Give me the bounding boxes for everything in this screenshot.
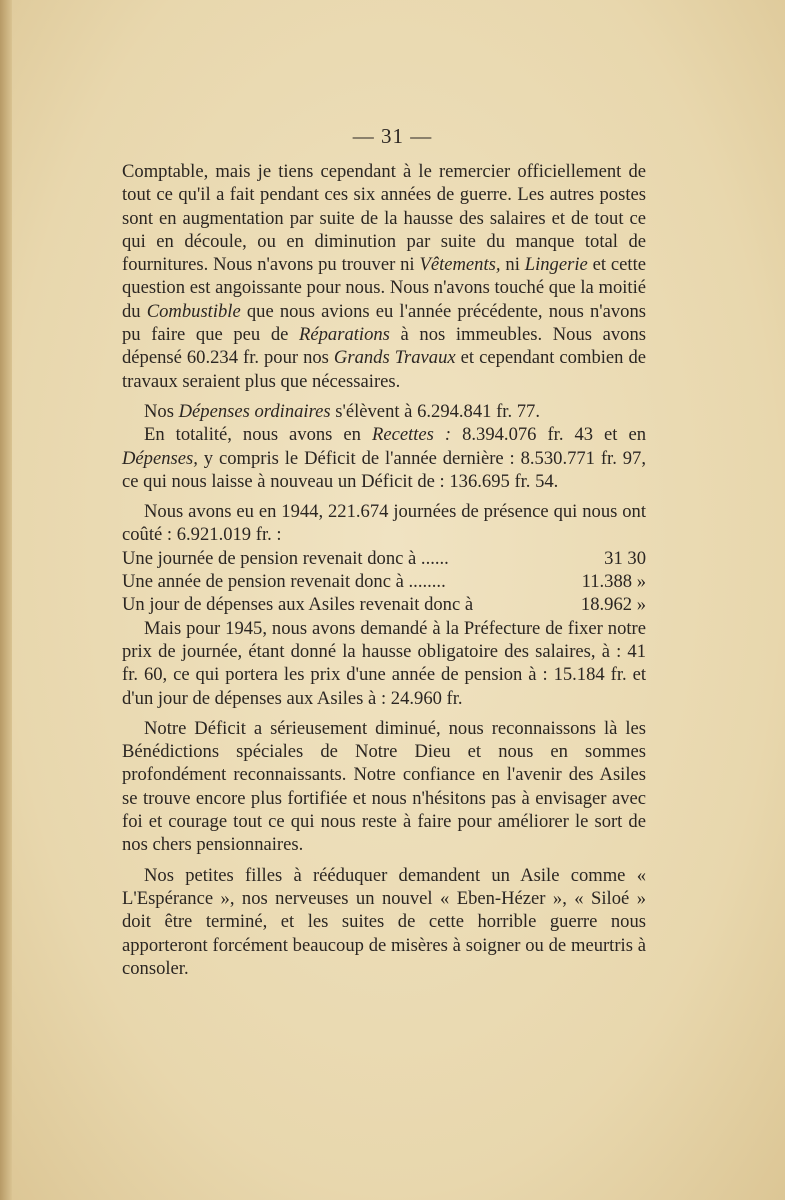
italic-term: Dépenses,	[122, 447, 198, 469]
cost-row-label: Une journée de pension revenait donc à ......	[122, 547, 449, 569]
paragraph-7: Nos petites filles à rééduquer demandent un Asile comme « L'Espérance », nos nerveuses un nouvel « Eben-Hézer », « Siloé » doit être terminé, et les suites de cette horrible guerre nous apporteront forcément beaucoup de misères à soigner ou de meurtris à consoler.	[122, 864, 646, 979]
cost-row-asiles	[122, 593, 646, 616]
cost-row-amount: 31 30	[604, 547, 646, 569]
cost-row-amount: 18.962 »	[580, 594, 646, 616]
italic-term: Grands Travaux	[333, 347, 456, 369]
paragraph-2	[122, 400, 646, 423]
page-edge	[0, 0, 12, 1200]
italic-term: Recettes :	[371, 424, 452, 446]
text-run: En totalité, nous avons en	[144, 424, 372, 446]
text-run: et cependant combien de travaux seraient plus que nécessaires.	[122, 347, 646, 392]
paragraph-5: Mais pour 1945, nous avons demandé à la Préfecture de fixer notre prix de journée, étant donné la hausse obligatoire des salaires, à : 41 fr. 60, ce qui portera les prix d'une année de pension à : 15.184 fr. et d'un jour de dépenses aux Asiles à : 24.960 fr.	[122, 617, 646, 709]
cost-row-year	[122, 570, 646, 593]
cost-row-label: Une année de pension revenait donc à ........	[122, 571, 446, 593]
page-number: — 31 —	[352, 124, 433, 148]
text-run: que nous avions eu l'année précédente, nous n'avons pu faire que peu de	[122, 300, 646, 346]
paragraph-4: Nous avons eu en 1944, 221.674 journées de présence qui nous ont coûté : 6.921.019 fr. :	[122, 501, 646, 546]
italic-term: Réparations	[299, 324, 390, 346]
italic-term: Vêtements,	[419, 254, 501, 276]
paragraph-3	[122, 423, 646, 493]
text-run: Comptable, mais je tiens cependant à le remercier officiellement de tout ce qu'il a fait pendant ces six années de guerre. Les autres postes sont en augmentation par suite de la hausse des salaires et de tout ce qui en découle, ou en diminution par suite du manque total de fournitures. Nous n'avons pu trouver ni	[122, 161, 646, 276]
text-run: y compris le Déficit de l'année dernière : 8.530.771 fr. 97, ce qui nous laisse à nouveau un Déficit de : 136.695 fr. 54.	[122, 447, 646, 492]
cost-row-amount: 11.388 »	[581, 571, 646, 593]
text-run: et cette question est angoissante pour nous. Nous n'avons touché que la moitié du	[122, 254, 646, 322]
italic-term: Lingerie	[524, 254, 588, 276]
cost-row-day	[122, 547, 646, 570]
italic-term: Combustible	[146, 300, 241, 322]
body-text	[122, 160, 646, 980]
text-run: ni	[500, 254, 525, 276]
paragraph-1	[122, 160, 646, 393]
text-run: à nos immeubles. Nous avons dépensé 60.234 fr. pour nos	[122, 324, 646, 369]
cost-row-label: Un jour de dépenses aux Asiles revenait donc à	[122, 594, 474, 616]
text-run: s'élèvent à 6.294.841 fr. 77.	[330, 400, 540, 422]
text-run: 8.394.076 fr. 43 et en	[451, 424, 647, 446]
paragraph-6: Notre Déficit a sérieusement diminué, nous reconnaissons là les Bénédictions spéciales de Notre Dieu et nous en sommes profondément reconnaissants. Notre confiance en l'avenir des Asiles se trouve encore plus fortifiée et nous n'hésitons pas à envisager avec foi et courage tout ce qui nous reste à faire pour améliorer le sort de nos chers pensionnaires.	[122, 717, 646, 856]
text-run: Nos	[144, 400, 179, 422]
italic-term: Dépenses ordinaires	[178, 400, 331, 422]
